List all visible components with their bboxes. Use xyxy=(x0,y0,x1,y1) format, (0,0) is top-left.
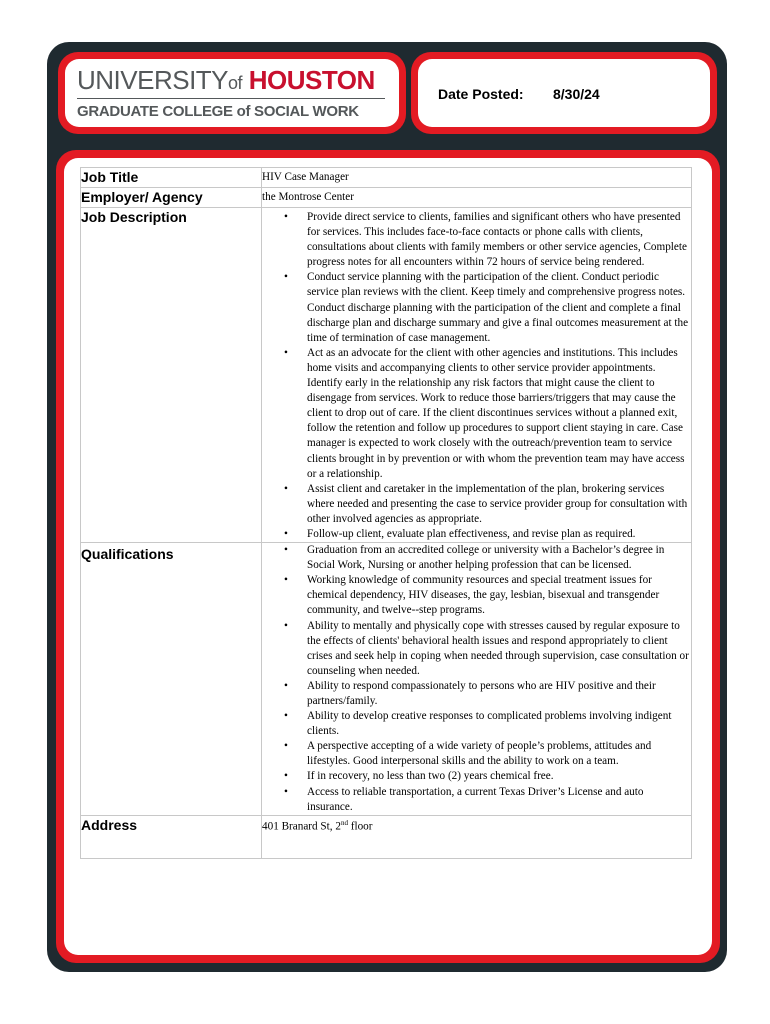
list-item: • A perspective accepting of a wide variety of people’s problems, attitudes and lifestyles. Good interpersonal skills and the ability to work on a team. xyxy=(262,739,691,769)
address-label: Address xyxy=(81,815,262,858)
job-posting-table xyxy=(80,167,692,859)
list-item: • Ability to respond compassionately to persons who are HIV positive and their partners/family. xyxy=(262,679,691,709)
logo-divider xyxy=(77,98,385,99)
list-item: • Ability to mentally and physically cope with stresses caused by regular exposure to the effects of clients' behavioral health issues and respond appropriately to client crises and seek help in coping when needed through supervision, case consultation or counseling when needed. xyxy=(262,619,691,679)
table-row xyxy=(81,543,692,816)
list-item: • If in recovery, no less than two (2) years chemical free. xyxy=(262,769,691,784)
list-item: • Access to reliable transportation, a current Texas Driver’s License and auto insurance. xyxy=(262,785,691,815)
date-posted-value: 8/30/24 xyxy=(553,86,600,102)
list-item: • Ability to develop creative responses to complicated problems involving indigent clients. xyxy=(262,709,691,739)
date-panel-inner xyxy=(418,59,710,127)
list-item: • Act as an advocate for the client with other agencies and institutions. This includes home visits and accompanying clients to other service provider appointments. Identify early in the relationship any risk factors that might cause the client to disengage from services. Work to reduce those barriers/triggers that may cause the client to drop out of care. If the client discontinues services without a planned exit, follow the retention and follow up procedures to support client staying in care. Case manager is expected to work closely with the outreach/prevention team to service clients brought in by prevention or with whom the prevention team may have access or a relationship. xyxy=(262,346,691,482)
address-suffix: floor xyxy=(347,820,373,833)
address-text: 401 Branard St, 2 xyxy=(262,820,341,833)
logo-panel-inner xyxy=(65,59,399,127)
table-row xyxy=(81,815,692,858)
logo-panel xyxy=(58,52,406,134)
employer-label: Employer/ Agency xyxy=(81,188,262,208)
employer-value: the Montrose Center xyxy=(262,188,692,208)
table-row xyxy=(81,208,692,543)
date-posted-label: Date Posted: xyxy=(438,86,524,102)
table-row xyxy=(81,188,692,208)
list-item: • Provide direct service to clients, families and significant others who have presented for services. This includes face-to-face contacts or phone calls with clients, consultations about clients with family members or other service agencies, Complete progress notes for all encounters within 72 hours of service being rendered. xyxy=(262,210,691,270)
qualifications-label: Qualifications xyxy=(81,543,262,816)
date-panel xyxy=(411,52,717,134)
logo-university-text: UNIVERSITY xyxy=(77,65,229,95)
qualifications-value xyxy=(262,543,692,816)
job-title-value: HIV Case Manager xyxy=(262,168,692,188)
logo-houston-text: HOUSTON xyxy=(248,65,375,95)
list-item: • Follow-up client, evaluate plan effectiveness, and revise plan as required. xyxy=(262,527,691,542)
table-row xyxy=(81,168,692,188)
address-value xyxy=(262,815,692,858)
address-superscript: nd xyxy=(340,818,348,827)
job-description-value xyxy=(262,208,692,543)
list-item: • Graduation from an accredited college or university with a Bachelor’s degree in Social Work, Nursing or another helping profession that can be licensed. xyxy=(262,543,691,573)
university-logo xyxy=(77,65,375,98)
list-item: • Working knowledge of community resources and special treatment issues for chemical dependency, HIV diseases, the gay, lesbian, bisexual and transgender community, and twelve--step programs. xyxy=(262,573,691,618)
list-item: • Conduct service planning with the participation of the client. Conduct periodic service plan reviews with the client. Keep timely and comprehensive progress notes. Conduct discharge planning with the participation of the client and complete a final discharge plan and discharge summary and give a final outcomes measurement at the time of termination of case management. xyxy=(262,270,691,345)
logo-of-text: of xyxy=(228,73,243,93)
job-title-label: Job Title xyxy=(81,168,262,188)
job-description-list xyxy=(262,210,691,542)
list-item: • Assist client and caretaker in the implementation of the plan, brokering services where needed and presenting the case to service provider group for consultation with other involved agencies as appropriate. xyxy=(262,482,691,527)
job-description-label: Job Description xyxy=(81,208,262,543)
qualifications-list xyxy=(262,543,691,815)
logo-college-text: GRADUATE COLLEGE of SOCIAL WORK xyxy=(77,103,359,120)
